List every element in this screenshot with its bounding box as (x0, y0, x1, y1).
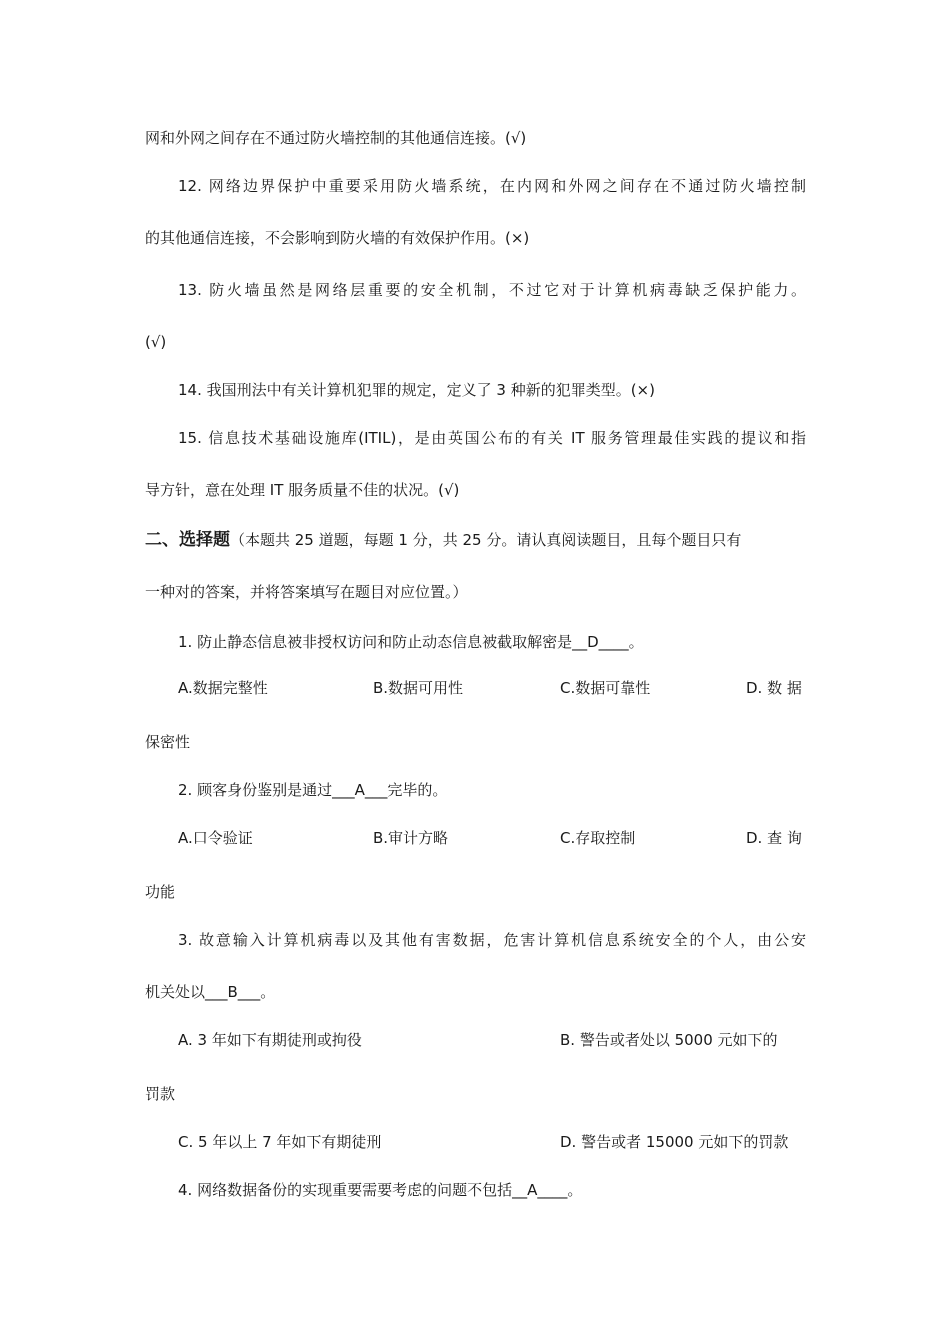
text-line: 网和外网之间存在不通过防火墙控制的其他通信连接。(√) (145, 129, 527, 147)
q1-option-c: C.数据可靠性 (560, 679, 651, 697)
question-15-line-1: 15. 信息技术基础设施库(ITIL)，是由英国公布的有关 IT 服务管理最佳实践的提议和指 (178, 429, 806, 447)
question-15-line-2: 导方针，意在处理 IT 服务质量不佳的状况。(√) (145, 481, 460, 499)
question-14: 14. 我国刑法中有关计算机犯罪的规定，定义了 3 种新的犯罪类型。(×) (178, 381, 655, 399)
q2-option-d-wrap: 功能 (145, 883, 176, 901)
question-12-line-1: 12. 网络边界保护中重要采用防火墙系统，在内网和外网之间存在不通过防火墙控制 (178, 177, 806, 195)
section-title: 二、选择题 (145, 530, 230, 550)
section-description-line-2: 一种对的答案，并将答案填写在题目对应位置。） (145, 583, 468, 601)
q2-option-b: B.审计方略 (373, 829, 449, 847)
question-13-line-1: 13. 防火墙虽然是网络层重要的安全机制，不过它对于计算机病毒缺乏保护能力。 (178, 281, 806, 299)
q3-option-b: B. 警告或者处以 5000 元如下的 (560, 1031, 778, 1049)
q2-option-c: C.存取控制 (560, 829, 636, 847)
question-1: 1. 防止静态信息被非授权访问和防止动态信息被截取解密是__D____。 (178, 633, 644, 651)
section-description: （本题共 25 道题，每题 1 分，共 25 分。请认真阅读题目，且每个题目只有 (230, 531, 742, 549)
question-3-line-2: 机关处以___B___。 (145, 983, 276, 1001)
q2-option-d: D. 查 询 (746, 829, 802, 847)
q1-option-d: D. 数 据 (746, 679, 802, 697)
question-4: 4. 网络数据备份的实现重要需要考虑的问题不包括__A____。 (178, 1181, 583, 1199)
question-12-line-2: 的其他通信连接，不会影响到防火墙的有效保护作用。(×) (145, 229, 530, 247)
question-3-line-1: 3. 故意输入计算机病毒以及其他有害数据，危害计算机信息系统安全的个人，由公安 (178, 931, 806, 949)
question-13-line-2: (√) (145, 333, 167, 351)
q2-option-a: A.口令验证 (178, 829, 253, 847)
q1-option-a: A.数据完整性 (178, 679, 268, 697)
q1-option-d-wrap: 保密性 (145, 733, 191, 751)
q3-option-d: D. 警告或者 15000 元如下的罚款 (560, 1133, 789, 1151)
question-2: 2. 顾客身份鉴别是通过___A___完毕的。 (178, 781, 448, 799)
q3-option-a: A. 3 年如下有期徒刑或拘役 (178, 1031, 362, 1049)
section-heading (145, 530, 741, 550)
q3-option-b-wrap: 罚款 (145, 1085, 176, 1103)
q1-option-b: B.数据可用性 (373, 679, 464, 697)
q3-option-c: C. 5 年以上 7 年如下有期徒刑 (178, 1133, 382, 1151)
